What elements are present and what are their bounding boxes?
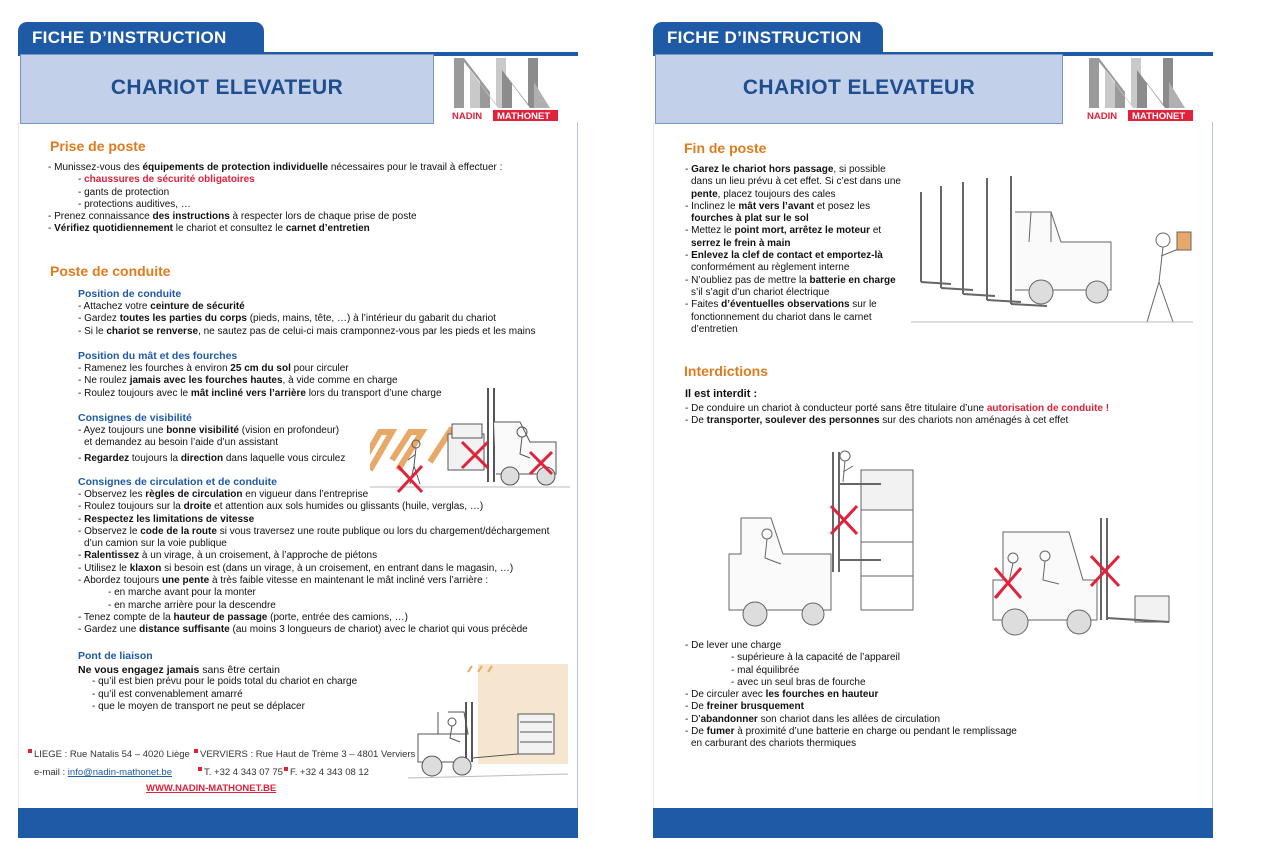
subtitle-position-mat: Position du mât et des fourches bbox=[78, 350, 238, 362]
nadin-mathonet-logo bbox=[1085, 52, 1197, 122]
svg-text:MATHONET: MATHONET bbox=[497, 111, 551, 122]
footer-liege-address: LIEGE : Rue Natalis 54 – 4020 Liège bbox=[28, 749, 190, 760]
footer-band bbox=[18, 808, 578, 838]
svg-text:NADIN: NADIN bbox=[452, 111, 483, 122]
nadin-mathonet-logo bbox=[450, 52, 562, 122]
position-mat-list: - Ramenez les fourches à environ 25 cm du sol pour circuler - Ne roulez jamais avec les fourches hautes, à vide comme en charge - Roulez toujours avec le mât incliné vers l’arrière lors du transport d’une charge bbox=[78, 363, 442, 399]
instruction-sheet-right bbox=[653, 22, 1213, 838]
instruction-sheet-left bbox=[18, 22, 578, 838]
footer-tel: T. +32 4 343 07 75 bbox=[198, 767, 283, 778]
email-link[interactable]: info@nadin-mathonet.be bbox=[67, 767, 172, 778]
page-title: CHARIOT ELEVATEUR bbox=[742, 76, 976, 99]
footer-fax: F. +32 4 343 08 12 bbox=[284, 767, 369, 778]
interdictions-intro: Il est interdit : bbox=[685, 388, 758, 400]
sheet-tab: FICHE D’INSTRUCTION bbox=[18, 22, 264, 52]
circulation-list: - Observez les règles de circulation en vigueur dans l’entreprise - Roulez toujours sur la droite et attention aux sols humides ou glissants (huile, verglas, …) - Respectez les limitations de vitesse - Observez le code de la route si vous traversez une route publique ou lors du chargement/déchargement d’un camion sur la voie publique - Ralentissez à un virage, à un croisement, à l’approche de piétons - Utilisez le klaxon si besoin est (dans un virage, à un croisement, en entrant dans le magasin, …) - Abordez toujours une pente à très faible vitesse en maintenant le mât incliné vers l’arrière : - en marche avant pour la monter - en marche arrière pour la descendre - Tenez compte de la hauteur de passage (porte, entrée des camions, …) - Gardez une distance suffisante (au moins 3 longueurs de chariot) avec le chariot qui vous précède bbox=[78, 489, 550, 636]
interdictions-list-top: - De conduire un chariot à conducteur porté sans être titulaire d’une autorisation de conduite ! - De transporter, soulever des personnes sur des chariots non aménagés à cet effet bbox=[685, 403, 1110, 427]
footer-band bbox=[653, 808, 1213, 838]
forklift-visibility-illustration bbox=[370, 362, 570, 497]
svg-text:NADIN: NADIN bbox=[1087, 111, 1118, 122]
forklift-bridge-illustration bbox=[408, 662, 568, 782]
section-title-prise-de-poste: Prise de poste bbox=[50, 138, 146, 154]
footer-email: e-mail : info@nadin-mathonet.be bbox=[34, 767, 172, 778]
pont-de-liaison-list: Ne vous engagez jamais sans être certain - qu’il est bien prévu pour le poids total du chariot en charge - qu’il est convenablement amarré - que le moyen de transport ne peut se déplacer bbox=[78, 664, 358, 712]
title-box bbox=[20, 54, 434, 124]
title-box bbox=[655, 54, 1063, 124]
subtitle-visibilite: Consignes de visibilité bbox=[78, 412, 192, 424]
subtitle-position-conduite: Position de conduite bbox=[78, 288, 182, 300]
interdictions-list-bottom: - De lever une charge - supérieure à la capacité de l’appareil - mal équilibrée - avec un seul bras de fourche - De circuler avec les fourches en hauteur - De freiner brusquement - D’abandonner son chariot dans les allées de circulation - De fumer à proximité d’une batterie en charge ou pendant le remplissage en carburant des chariots thermiques bbox=[685, 640, 1017, 750]
parked-forklifts-illustration bbox=[911, 172, 1193, 332]
position-conduite-list: - Attachez votre ceinture de sécurité - Gardez toutes les parties du corps (pieds, mains, tête, …) à l’intérieur du gabarit du chariot - Si le chariot se renverse, ne sautez pas de celui-ci mais cramponnez-vous par les pieds et les mains bbox=[78, 301, 536, 337]
section-title-interdictions: Interdictions bbox=[684, 363, 769, 379]
subtitle-circulation: Consignes de circulation et de conduite bbox=[78, 476, 277, 488]
sheet-tab: FICHE D’INSTRUCTION bbox=[653, 22, 883, 52]
subtitle-pont-de-liaison: Pont de liaison bbox=[78, 650, 153, 662]
passenger-forklift-illustration bbox=[983, 502, 1173, 642]
page-title: CHARIOT ELEVATEUR bbox=[110, 76, 344, 99]
person-lifted-illustration bbox=[721, 442, 921, 642]
visibilite-list: - Ayez toujours une bonne visibilité (vision en profondeur) et demandez au besoin l’aide d’un assistant - Regardez toujours la direction dans laquelle vous circulez bbox=[78, 425, 346, 464]
fin-de-poste-list: - Garez le chariot hors passage, si possible dans un lieu prévu à cet effet. Si c’est dans une pente, placez toujours des cales - Inclinez le mât vers l’avant et posez les fourches à plat sur le sol - Mettez le point mort, arrêtez le moteur et serrez le frein à main - Enlevez la clef de contact et emportez-là conformément au règlement interne - N’oubliez pas de mettre la batterie en charge s’il s’agit d’un chariot électrique - Faites d’éventuelles observations sur le fonctionnement du chariot dans le carnet d’entretien bbox=[685, 164, 901, 335]
section-title-fin-de-poste: Fin de poste bbox=[684, 140, 767, 156]
svg-text:MATHONET: MATHONET bbox=[1132, 111, 1186, 122]
prise-de-poste-list: - Munissez-vous des équipements de protection individuelle nécessaires pour le travail à effectuer : - chaussures de sécurité obligatoires - gants de protection - protections auditives, … - Prenez connaissance des instructions à respecter lors de chaque prise de poste - Vérifiez quotidiennement le chariot et consultez le carnet d’entretien bbox=[48, 162, 503, 235]
website-link[interactable]: WWW.NADIN-MATHONET.BE bbox=[146, 783, 277, 794]
section-title-poste-de-conduite: Poste de conduite bbox=[50, 263, 171, 279]
footer-verviers-address: VERVIERS : Rue Haut de Trème 3 – 4801 Verviers bbox=[194, 749, 415, 760]
